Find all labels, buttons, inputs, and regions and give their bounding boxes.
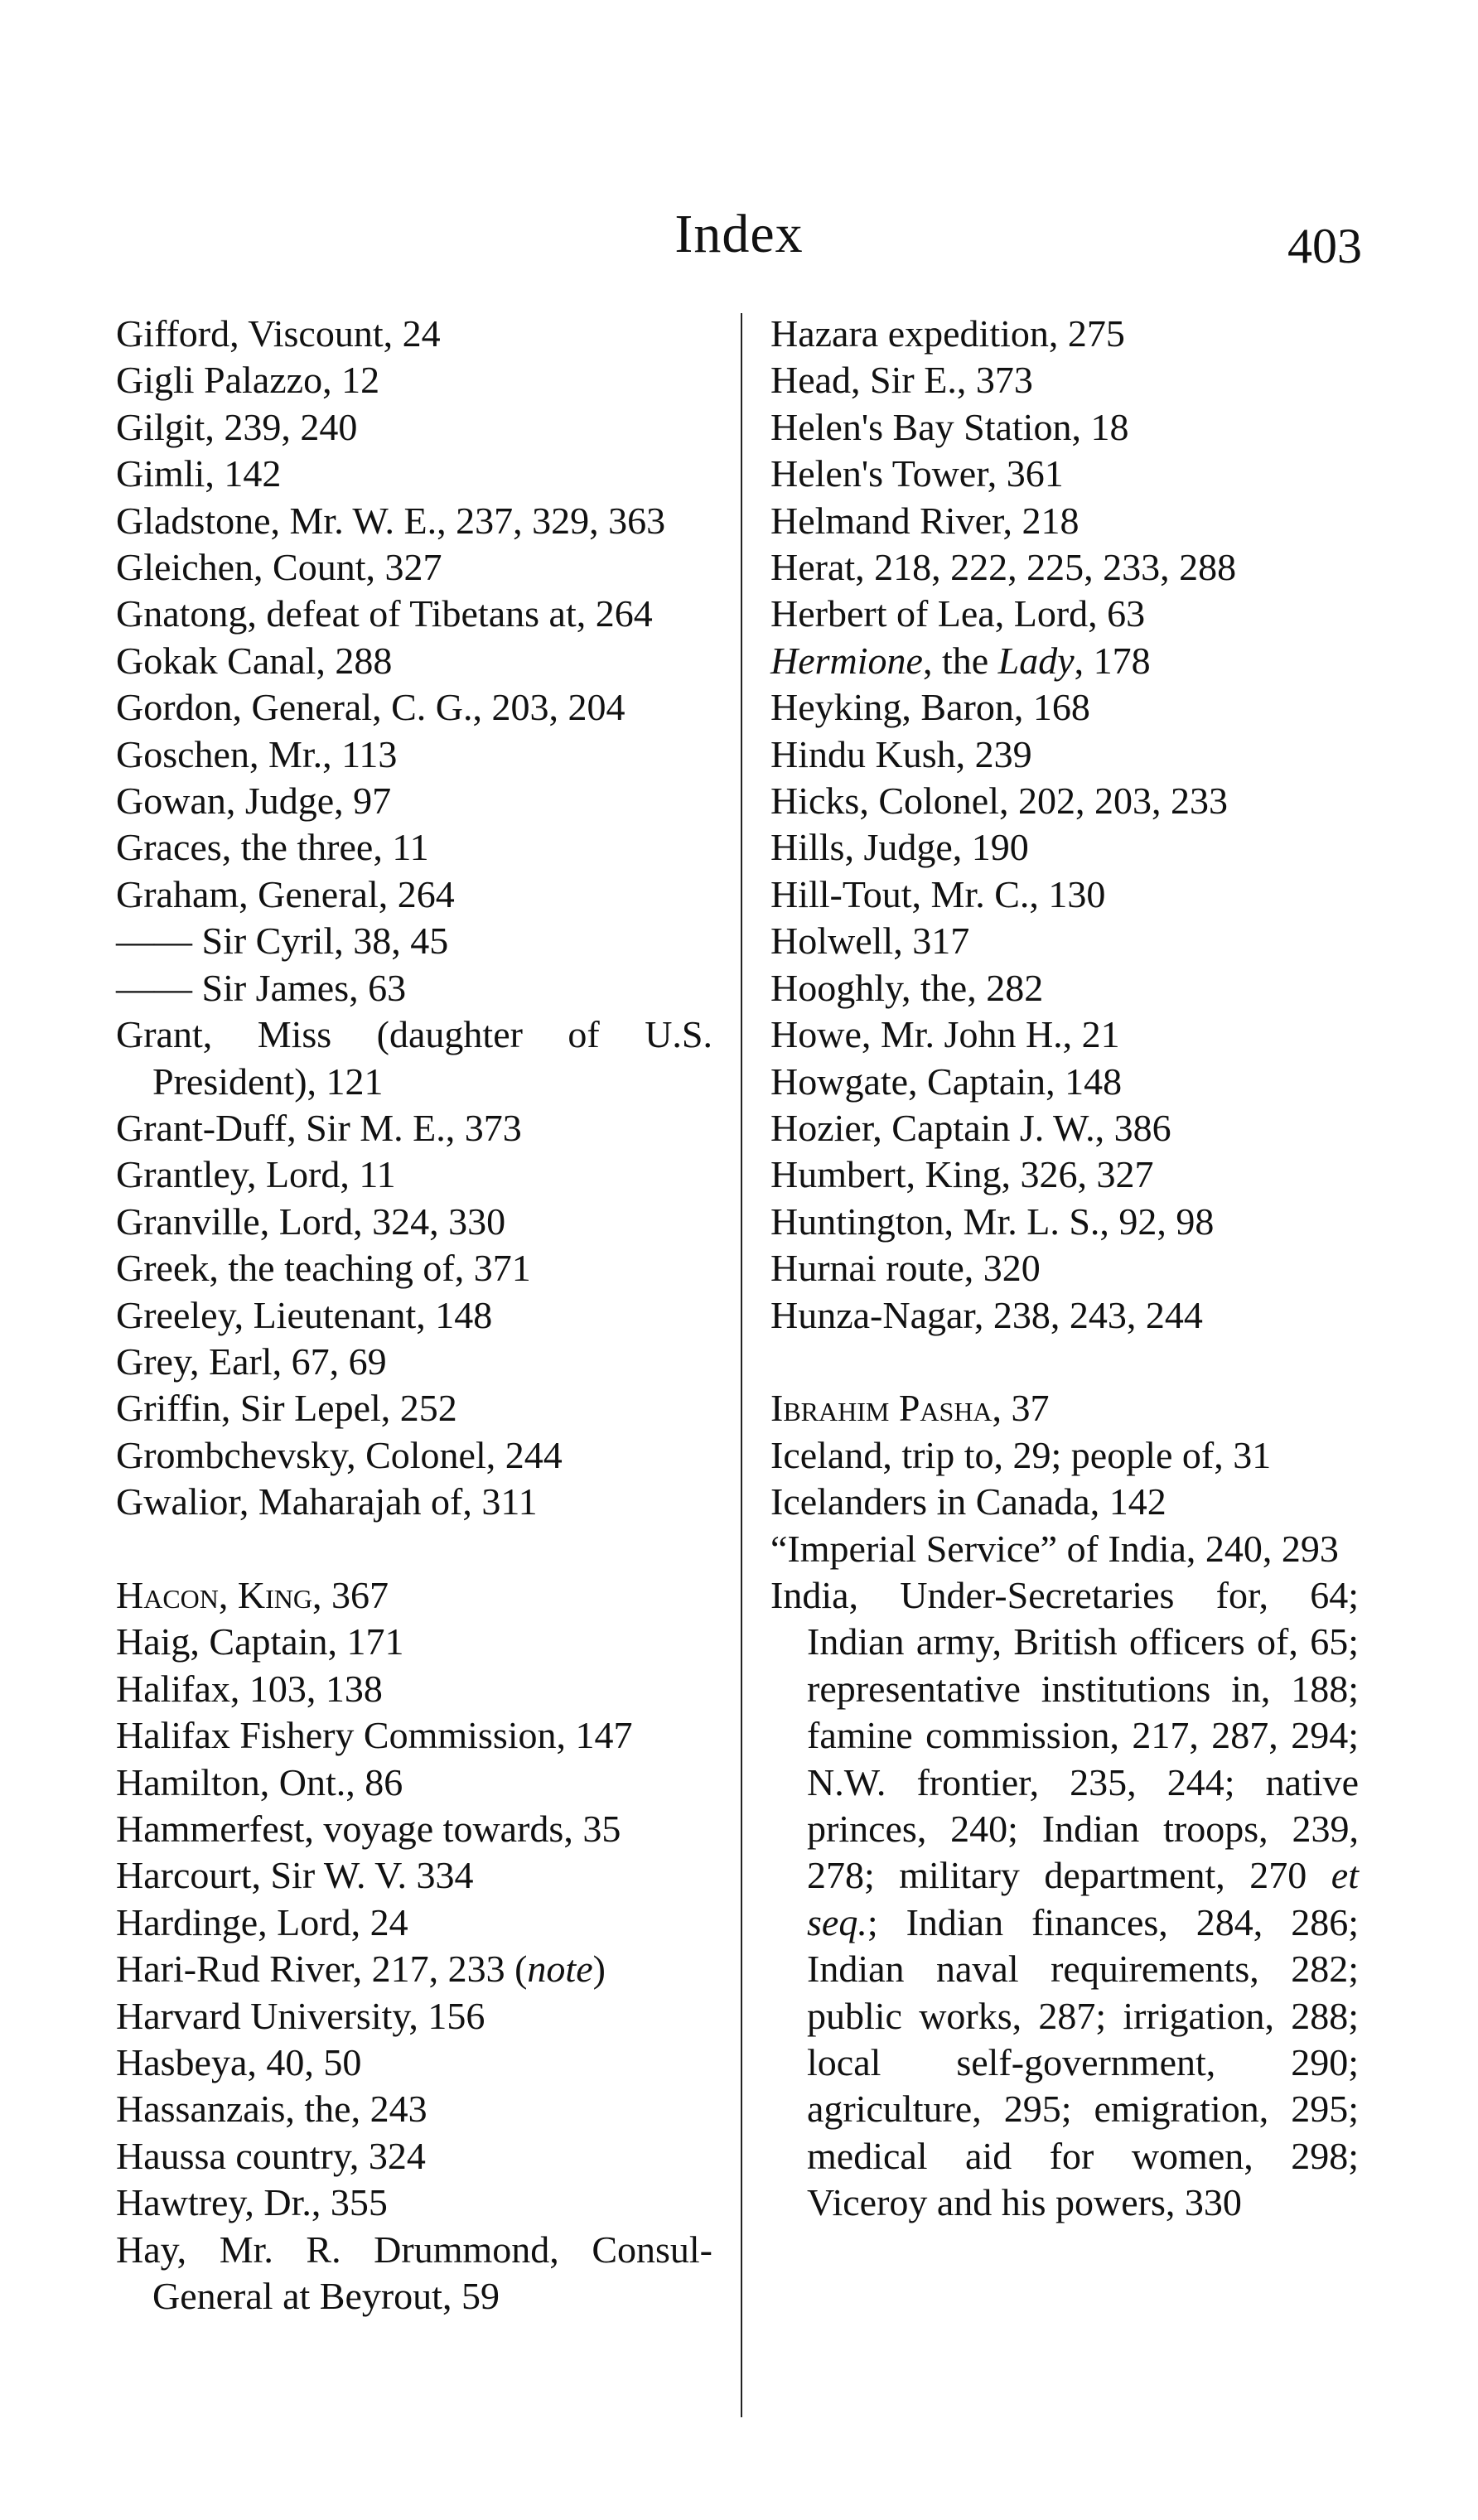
index-entry: Haig, Captain, 171	[116, 1620, 404, 1663]
index-entry: Hardinge, Lord, 24	[116, 1900, 408, 1943]
index-entry: Hassanzais, the, 243	[116, 2088, 427, 2131]
index-entry: Hasbeya, 40, 50	[116, 2041, 362, 2084]
page-title: Index	[674, 204, 804, 264]
index-entry: Halifax, 103, 138	[116, 1667, 383, 1710]
index-entry: Hammerfest, voyage towards, 35	[116, 1807, 621, 1850]
entry-italic-note: note	[527, 1948, 593, 1991]
section-gap	[770, 1339, 1359, 1385]
entry-text: , the	[922, 639, 998, 682]
index-entry: Hawtrey, Dr., 355	[116, 2181, 388, 2224]
index-entry: Graham, General, 264	[116, 872, 455, 915]
index-entry: Grey, Earl, 67, 69	[116, 1340, 387, 1383]
index-column-right	[770, 311, 1359, 2227]
index-entry: Icelanders in Canada, 142	[770, 1480, 1166, 1523]
entry-italic: et seq.	[807, 1854, 1359, 1943]
index-entry: Herbert of Lea, Lord, 63	[770, 592, 1146, 635]
index-entry: “Imperial Service” of India, 240, 293	[770, 1527, 1339, 1570]
entry-italic: Hermione	[770, 639, 923, 682]
index-entry: Harvard University, 156	[116, 1994, 485, 2037]
index-entry: Greek, the teaching of, 371	[116, 1247, 531, 1290]
index-entry: Halifax Fishery Commission, 147	[116, 1714, 633, 1757]
page-header	[0, 197, 1478, 272]
index-entry: Griffin, Sir Lepel, 252	[116, 1387, 457, 1430]
index-entry: Gimli, 142	[116, 452, 282, 495]
index-entry	[770, 1572, 1359, 2227]
index-entry: Gokak Canal, 288	[116, 639, 393, 682]
index-entry: Hurnai route, 320	[770, 1247, 1041, 1290]
index-entry: Goschen, Mr., 113	[116, 732, 398, 775]
entry-text: India, Under-Secretaries for, 64; Indian army, British officers of, 65; representative institutions in, 188; famine commission, 217, 287, 294; N.W. frontier, 235, 244; native princes, 240; Indian troops, 239, 278; military department, 270	[770, 1573, 1359, 1897]
entry-text: Hari-Rud River, 217, 233 (	[116, 1948, 528, 1991]
index-entry: Harcourt, Sir W. V. 334	[116, 1854, 474, 1897]
index-entry	[116, 1946, 712, 1992]
index-entry: Howe, Mr. John H., 21	[770, 1013, 1120, 1056]
index-entry: Head, Sir E., 373	[770, 359, 1033, 402]
index-entry: Hunza-Nagar, 238, 243, 244	[770, 1293, 1203, 1336]
index-entry: Hooghly, the, 282	[770, 966, 1044, 1009]
index-entry: Gnatong, defeat of Tibetans at, 264	[116, 592, 653, 635]
index-entry: Gifford, Viscount, 24	[116, 312, 441, 355]
index-entry: Gleichen, Count, 327	[116, 546, 442, 589]
index-entry: Heyking, Baron, 168	[770, 686, 1090, 729]
entry-italic: Lady	[997, 639, 1075, 682]
entry-text: ; Indian finances, 284, 286; Indian naval requirements, 282; public works, 287; irrigation, 288; local self-government, 290; agriculture, 295; emigration, 295; medical aid for women, 298; Viceroy and his powers, 330	[807, 1900, 1359, 2224]
index-entry: Herat, 218, 222, 225, 233, 288	[770, 546, 1237, 589]
index-entry	[770, 638, 1359, 684]
index-entry: Grant, Miss (daughter of U.S. President), 121	[116, 1013, 712, 1103]
index-entry-section-start: Ibrahim Pasha, 37	[770, 1387, 1050, 1430]
index-column-left	[116, 311, 712, 2320]
index-entry: Gowan, Judge, 97	[116, 780, 392, 823]
index-entry: Gladstone, Mr. W. E., 237, 329, 363	[116, 499, 666, 542]
index-entry: Hill-Tout, Mr. C., 130	[770, 872, 1106, 915]
index-entry: Humbert, King, 326, 327	[770, 1153, 1154, 1196]
entry-text: )	[592, 1948, 606, 1991]
index-entry: Helen's Bay Station, 18	[770, 405, 1129, 448]
index-entry: Huntington, Mr. L. S., 92, 98	[770, 1200, 1215, 1243]
index-entry: Hamilton, Ont., 86	[116, 1760, 403, 1803]
index-subentry: —— Sir James, 63	[116, 966, 407, 1009]
index-entry: Hazara expedition, 275	[770, 312, 1125, 355]
index-entry: Hay, Mr. R. Drummond, Consul-General at Beyrout, 59	[116, 2228, 712, 2318]
index-subentry: —— Sir Cyril, 38, 45	[116, 920, 449, 963]
index-entry: Iceland, trip to, 29; people of, 31	[770, 1433, 1272, 1476]
index-entry: Granville, Lord, 324, 330	[116, 1200, 506, 1243]
index-entry: Grantley, Lord, 11	[116, 1153, 396, 1196]
index-entry: Helen's Tower, 361	[770, 452, 1064, 495]
index-entry-section-start: Hacon, King, 367	[116, 1573, 389, 1616]
index-entry: Grombchevsky, Colonel, 244	[116, 1433, 563, 1476]
index-entry: Gigli Palazzo, 12	[116, 359, 380, 402]
index-entry: Grant-Duff, Sir M. E., 373	[116, 1106, 522, 1149]
index-entry: Holwell, 317	[770, 920, 970, 963]
index-entry: Hozier, Captain J. W., 386	[770, 1106, 1171, 1149]
index-entry: Gwalior, Maharajah of, 311	[116, 1480, 538, 1523]
index-entry: Haussa country, 324	[116, 2134, 426, 2177]
index-entry: Hindu Kush, 239	[770, 732, 1032, 775]
index-entry: Gordon, General, C. G., 203, 204	[116, 686, 625, 729]
index-entry: Helmand River, 218	[770, 499, 1080, 542]
page-number: 403	[1287, 219, 1362, 273]
index-entry: Hills, Judge, 190	[770, 826, 1029, 869]
column-divider	[741, 313, 742, 2417]
index-entry: Graces, the three, 11	[116, 826, 429, 869]
index-entry: Gilgit, 239, 240	[116, 405, 358, 448]
index-entry: Greeley, Lieutenant, 148	[116, 1293, 493, 1336]
index-entry: Hicks, Colonel, 202, 203, 233	[770, 780, 1228, 823]
section-gap	[116, 1526, 712, 1572]
entry-text: , 178	[1074, 639, 1151, 682]
index-entry: Howgate, Captain, 148	[770, 1060, 1123, 1103]
